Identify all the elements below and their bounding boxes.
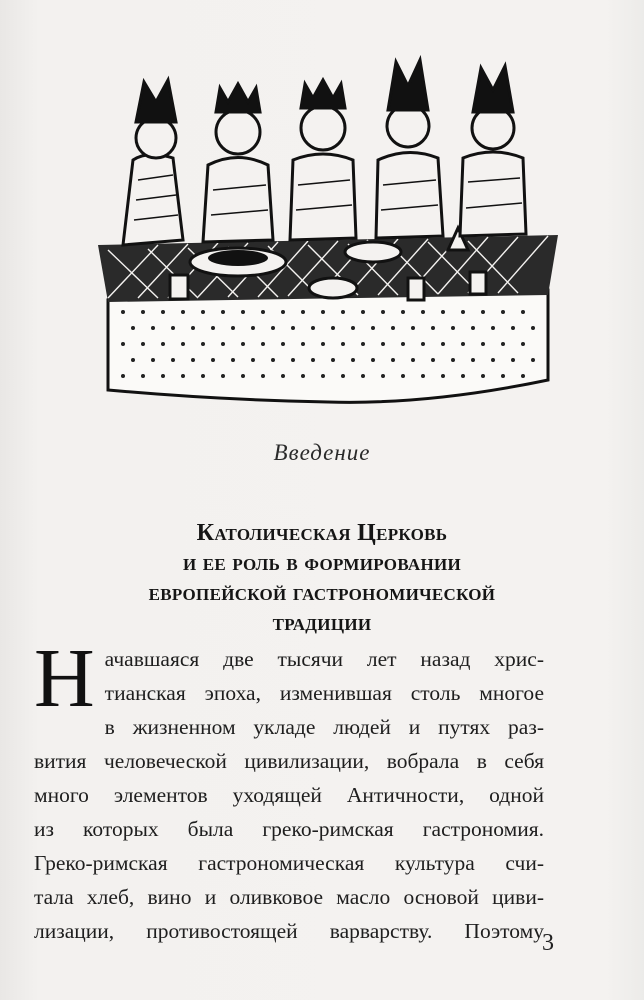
body-line: тианская эпоха, изменившая столь многое xyxy=(104,681,544,705)
section-label: Введение xyxy=(273,440,371,465)
page-number: 3 xyxy=(542,930,554,956)
chapter-title-line-1: Католическая Церковь xyxy=(196,520,448,546)
chapter-title-line-4: традиции xyxy=(272,610,372,636)
body-line: Греко-римская гастрономическая культура счи- xyxy=(34,851,544,875)
body-line: лизации, противостоящей варварству. Поэтому xyxy=(34,919,544,943)
chapter-title xyxy=(40,518,604,638)
body-line: много элементов уходящей Античности, одной xyxy=(34,783,544,807)
body-line: в жизненном укладе людей и путях раз- xyxy=(104,715,544,739)
body-line: ачавшаяся две тысячи лет назад хрис- xyxy=(104,647,544,671)
body-line: из которых была греко-римская гастрономия. xyxy=(34,817,544,841)
drop-cap-letter: Н xyxy=(34,632,95,725)
body-paragraph xyxy=(34,632,544,948)
body-line: вития человеческой цивилизации, вобрала в себя xyxy=(34,749,544,773)
chapter-title-line-3: европейской гастрономической xyxy=(148,580,496,606)
chapter-title-line-2: и ее роль в формировании xyxy=(182,550,462,576)
body-line: тала хлеб, вино и оливковое масло основой циви- xyxy=(34,885,544,909)
woodcut-feast-illustration xyxy=(78,40,578,420)
